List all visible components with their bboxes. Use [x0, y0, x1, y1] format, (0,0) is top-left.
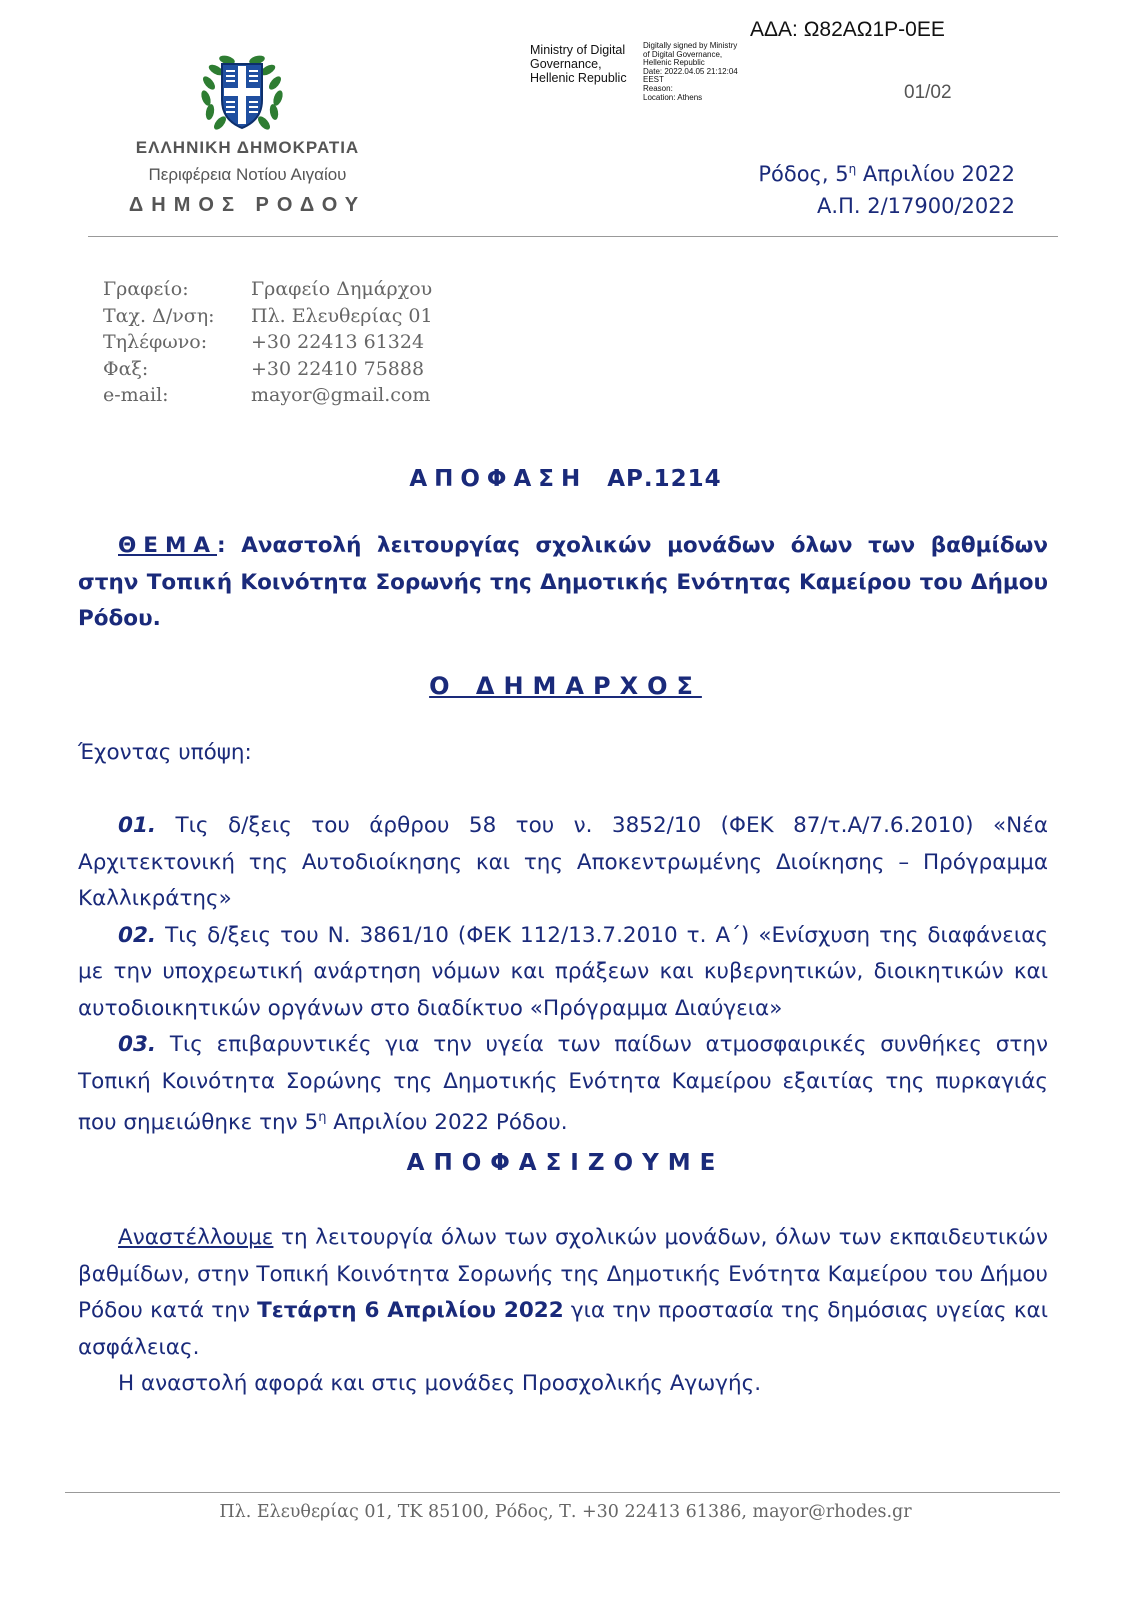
greek-coat-of-arms-icon — [196, 48, 288, 136]
contact-value: +30 22410 75888 — [251, 357, 425, 380]
subject-paragraph — [78, 528, 1048, 638]
contact-row — [103, 329, 433, 356]
consideration-item — [78, 1027, 1048, 1142]
consideration-text: Τις επιβαρυντικές για την υγεία των παίδων ατμοσφαιρικές συνθήκες στην Τοπική Κοινότητα Σορώνης της Δημοτικής Ενότητα Καμείρου εξαιτίας της πυρκαγιάς που σημειώθηκε την 5 — [78, 1032, 1048, 1136]
mayor-heading-text: Ο ΔΗΜΑΡΧΟΣ — [429, 672, 702, 700]
contact-row — [103, 276, 433, 303]
date-ordinal: η — [848, 162, 857, 176]
contact-value: +30 22413 61324 — [251, 331, 425, 353]
contact-value: mayor@gmail.com — [251, 384, 431, 406]
contact-label: Φαξ: — [103, 357, 149, 380]
municipality-name: ΔΗΜΟΣ ΡΟΔΟΥ — [128, 194, 367, 216]
resolution-paragraph — [78, 1220, 1048, 1366]
considerations-list — [78, 808, 1048, 1142]
header-divider — [88, 236, 1058, 237]
contact-row — [103, 382, 433, 409]
having-in-mind: Έχοντας υπόψη: — [78, 740, 252, 765]
contact-row — [103, 303, 433, 330]
consideration-ordinal: η — [318, 1110, 327, 1125]
resolution-date: Τετάρτη 6 Απριλίου 2022 — [257, 1298, 564, 1323]
signature-line: Date: 2022.04.05 21:12:04 — [643, 66, 738, 76]
consideration-number: 02. — [118, 922, 157, 948]
consideration-item — [78, 808, 1048, 918]
resolution-verb: Αναστέλλουμε — [118, 1225, 274, 1250]
consideration-text: Τις δ/ξεις του Ν. 3861/10 (ΦΕΚ 112/13.7.2010 τ. Α΄) «Ενίσχυση της διαφάνειας με την υποχρεωτική ανάρτηση νόμων και πράξεων και κυβερνητικών, διοικητικών και αυτοδιοικητικών οργάνων στο διαδίκτυο «Πρόγραμμα Διαύγεια» — [78, 922, 1048, 1021]
protocol-number: Α.Π. 2/17900/2022 — [817, 194, 1015, 218]
decision-number: ΑΡ.1214 — [607, 466, 722, 492]
contact-label: Ταχ. Δ/νση: — [103, 304, 215, 327]
resolution-note-text: Η αναστολή αφορά και στις μονάδες Προσχολικής Αγωγής. — [118, 1371, 762, 1396]
decision-label: ΑΠΟΦΑΣΗ — [409, 466, 588, 492]
contact-row — [103, 356, 433, 383]
signature-organization: Ministry of Digital Governance, Hellenic Republic — [530, 43, 627, 85]
resolution-block — [78, 1220, 1048, 1403]
signature-line: Digitally signed by Ministry — [643, 41, 738, 50]
signature-line: Hellenic Republic — [643, 58, 705, 68]
region-name: Περιφέρεια Νοτίου Αιγαίου — [148, 165, 347, 184]
consideration-number: 03. — [118, 1032, 157, 1057]
decision-title — [0, 466, 1131, 492]
resolution-note — [78, 1366, 1048, 1403]
document-date — [660, 162, 1015, 186]
signature-details — [643, 42, 738, 102]
mayor-heading — [0, 672, 1131, 700]
signature-line: of Digital Governance, — [643, 49, 723, 59]
country-name: ΕΛΛΗΝΙΚΗ ΔΗΜΟΚΡΑΤΙΑ — [135, 138, 360, 157]
date-month-year: Απριλίου 2022 — [856, 162, 1015, 186]
resolution-text: τη λειτουργία όλων των σχολικών μονάδων, όλων των εκπαιδευτικών βαθμίδων, στην Τοπική Κοινότητα Σορωνής της Δημοτικής Ενότητα Καμείρου του Δήμου Ρόδου κατά την — [78, 1225, 1048, 1323]
contact-value: Πλ. Ελευθερίας 01 — [251, 304, 433, 327]
consideration-item — [78, 918, 1048, 1028]
signature-line: EEST — [643, 75, 664, 85]
consideration-text: Τις δ/ξεις του άρθρου 58 του ν. 3852/10 (ΦΕΚ 87/τ.Α/7.6.2010) «Νέα Αρχιτεκτονική της Αυτοδιοίκησης και της Αποκεντρωμένης Διοίκησης – Πρόγραμμα Καλλικράτης» — [78, 813, 1048, 911]
footer-address: Πλ. Ελευθερίας 01, ΤΚ 85100, Ρόδος, Τ. +30 22413 61386, mayor@rhodes.gr — [219, 1502, 912, 1522]
page-number: 01/02 — [904, 82, 952, 103]
contact-label: e-mail: — [103, 384, 169, 406]
subject-label: ΘΕΜΑ — [118, 533, 217, 558]
decide-heading: ΑΠΟΦΑΣΙΖΟΥΜΕ — [406, 1150, 725, 1176]
contact-block — [103, 276, 433, 409]
signature-line: Reason: — [643, 83, 673, 93]
resolution-text-end: για την προστασία της δημόσιας υγείας και ασφάλειας. — [78, 1298, 1048, 1360]
date-place: Ρόδος, 5 — [758, 162, 849, 186]
ada-code: ΑΔΑ: Ω82ΑΩ1Ρ-0ΕΕ — [750, 18, 945, 41]
consideration-number: 01. — [118, 813, 157, 838]
contact-value: Γραφείο Δημάρχου — [251, 278, 433, 300]
contact-label: Γραφείο: — [103, 278, 189, 300]
subject-text: : Αναστολή λειτουργίας σχολικών μονάδων όλων των βαθμίδων στην Τοπική Κοινότητα Σορωνής της Δημοτικής Ενότητας Καμείρου του Δήμου Ρόδου. — [78, 533, 1048, 631]
footer-divider — [65, 1492, 1060, 1493]
consideration-tail: Απριλίου 2022 Ρόδου. — [326, 1110, 568, 1136]
signature-line: Location: Athens — [643, 92, 703, 102]
contact-label: Τηλέφωνο: — [103, 331, 208, 353]
